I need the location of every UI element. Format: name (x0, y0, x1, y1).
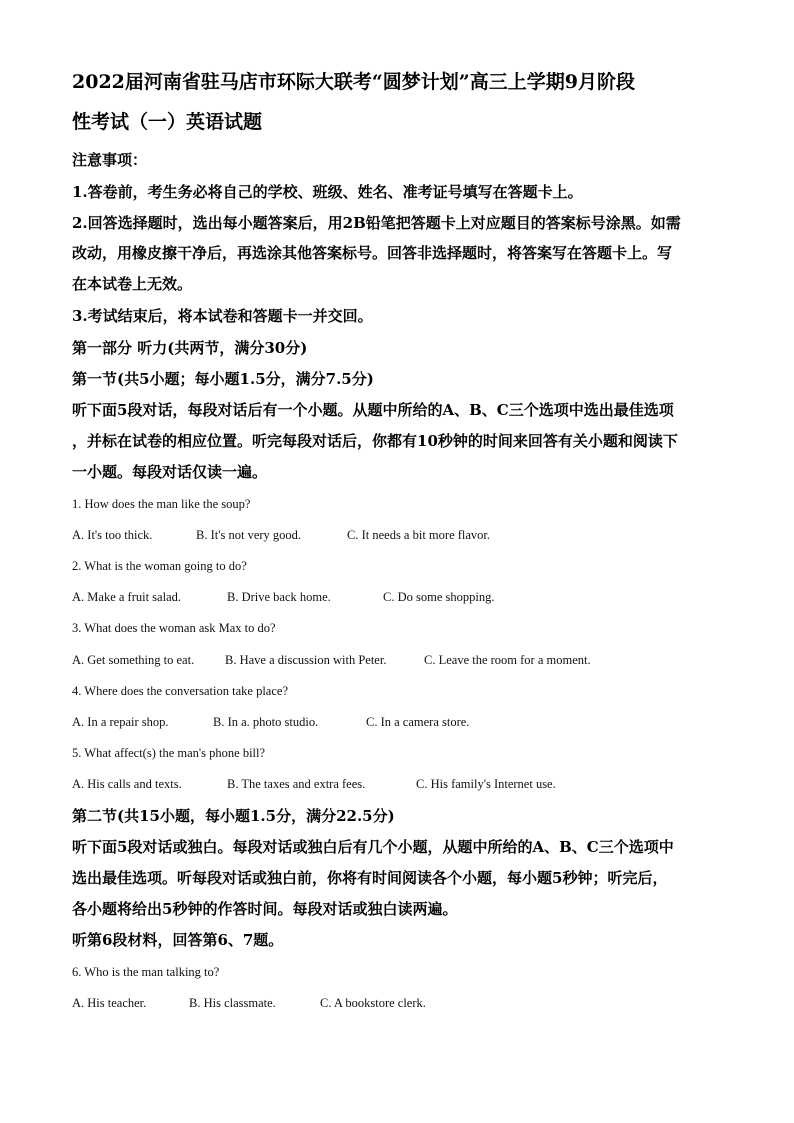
question-6-option-a: A. His teacher. (72, 996, 147, 1010)
part-1-heading: 第一部分 听力(共两节，满分30分) (72, 339, 308, 357)
question-1-option-b: B. It's not very good. (196, 528, 302, 542)
question-2-option-b: B. Drive back home. (227, 590, 331, 604)
section-2-heading: 第二节(共15小题，每小题1.5分，满分22.5分) (72, 807, 395, 825)
question-4-option-c: C. In a camera store. (366, 715, 470, 729)
notice-item-2-line-3: 在本试卷上无效。 (72, 275, 193, 293)
question-6-option-b: B. His classmate. (189, 996, 276, 1010)
question-3-stem: 3. What does the woman ask Max to do? (72, 621, 276, 635)
notice-heading: 注意事项： (72, 151, 148, 169)
question-3-option-c: C. Leave the room for a moment. (424, 653, 591, 667)
notice-item-2-line-1: 2.回答选择题时，选出每小题答案后，用2B铅笔把答题卡上对应题目的答案标号涂黑。如需 (72, 214, 681, 232)
question-6-option-c: C. A bookstore clerk. (320, 996, 426, 1010)
question-5-stem: 5. What affect(s) the man's phone bill? (72, 746, 266, 760)
notice-item-2-line-2: 改动，用橡皮擦干净后，再选涂其他答案标号。回答非选择题时，将答案写在答题卡上。写 (72, 244, 673, 262)
question-4-stem: 4. Where does the conversation take place? (72, 684, 288, 698)
question-2-option-a: A. Make a fruit salad. (72, 590, 181, 604)
notice-item-3: 3.考试结束后，将本试卷和答题卡一并交回。 (72, 307, 373, 325)
section-1-instructions-line-1: 听下面5段对话，每段对话后有一个小题。从题中所给的A、B、C三个选项中选出最佳选项 (72, 401, 674, 419)
question-4-option-b: B. In a. photo studio. (213, 715, 319, 729)
exam-title-line-1: 2022届河南省驻马店市环际大联考“圆梦计划”高三上学期9月阶段 (72, 71, 635, 93)
question-1-stem: 1. How does the man like the soup? (72, 497, 251, 511)
section-1-instructions-line-3: 一小题。每段对话仅读一遍。 (72, 463, 268, 481)
exam-title-line-2: 性考试（一）英语试题 (72, 111, 263, 133)
section-2-instructions-line-1: 听下面5段对话或独白。每段对话或独白后有几个小题，从题中所给的A、B、C三个选项中 (72, 838, 674, 856)
material-6-heading: 听第6段材料，回答第6、7题。 (72, 931, 284, 949)
notice-item-1: 1.答卷前，考生务必将自己的学校、班级、姓名、准考证号填写在答题卡上。 (72, 183, 583, 201)
section-2-instructions-line-3: 各小题将给出5秒钟的作答时间。每段对话或独白读两遍。 (72, 900, 458, 918)
question-1-option-a: A. It's too thick. (72, 528, 153, 542)
question-2-stem: 2. What is the woman going to do? (72, 559, 247, 573)
question-1-option-c: C. It needs a bit more flavor. (347, 528, 491, 542)
question-5-option-c: C. His family's Internet use. (416, 777, 556, 791)
question-4-option-a: A. In a repair shop. (72, 715, 169, 729)
section-1-heading: 第一节(共5小题；每小题1.5分，满分7.5分) (72, 370, 374, 388)
question-5-option-b: B. The taxes and extra fees. (227, 777, 366, 791)
question-6-stem: 6. Who is the man talking to? (72, 965, 220, 979)
question-5-option-a: A. His calls and texts. (72, 777, 182, 791)
section-1-instructions-line-2: ，并标在试卷的相应位置。听完每段对话后，你都有10秒钟的时间来回答有关小题和阅读下 (72, 432, 678, 450)
question-2-option-c: C. Do some shopping. (383, 590, 495, 604)
question-3-option-b: B. Have a discussion with Peter. (225, 653, 387, 667)
section-2-instructions-line-2: 选出最佳选项。听每段对话或独白前，你将有时间阅读各个小题，每小题5秒钟；听完后， (72, 869, 668, 887)
question-3-option-a: A. Get something to eat. (72, 653, 195, 667)
